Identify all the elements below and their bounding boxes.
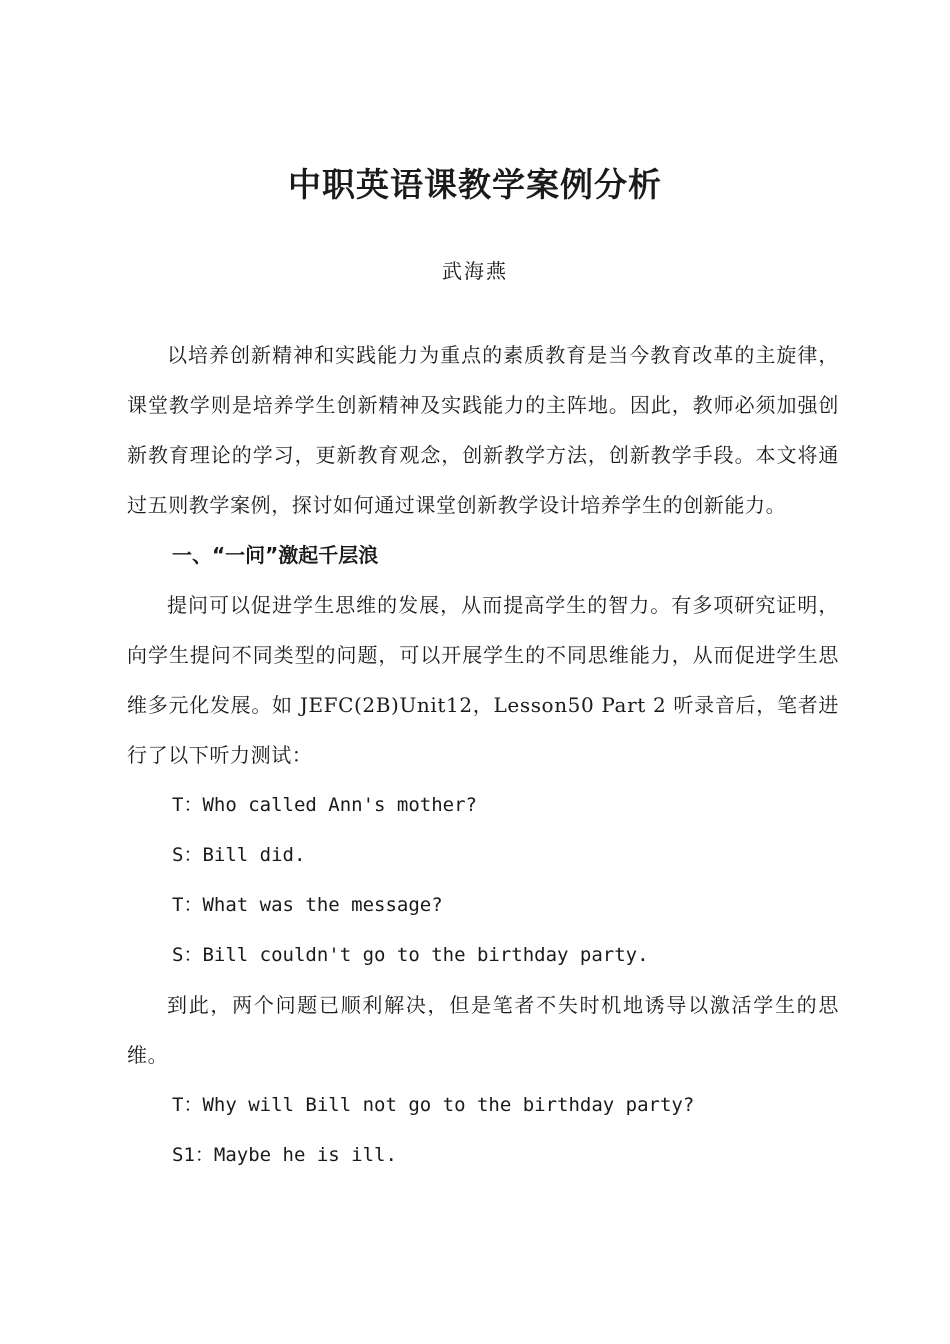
dialog-line: S：Bill couldn't go to the birthday party. — [172, 944, 649, 966]
author-name: 武海燕 — [442, 259, 508, 283]
section-heading: 一、“一问”激起千层浪 — [172, 543, 379, 567]
intro-paragraph: 以培养创新精神和实践能力为重点的素质教育是当今教育改革的主旋律，课堂教学则是培养学生创新精神及实践能力的主阵地。因此，教师必须加强创新教育理论的学习，更新教育观念，创新教学方法，创新教学手段。本文将通过五则教学案例，探讨如何通过课堂创新教学设计培养学生的创新能力。 — [127, 343, 839, 517]
dialog-line: S1：Maybe he is ill. — [172, 1144, 397, 1166]
dialog-line: T：What was the message? — [172, 894, 443, 916]
body-paragraph: 到此，两个问题已顺利解决，但是笔者不失时机地诱导以激活学生的思维。 — [127, 993, 839, 1067]
document-body — [127, 330, 839, 1180]
dialog-line: T：Why will Bill not go to the birthday party? — [172, 1094, 695, 1116]
dialog-line: T：Who called Ann's mother? — [172, 794, 477, 816]
body-paragraph: 提问可以促进学生思维的发展，从而提高学生的智力。有多项研究证明，向学生提问不同类型的问题，可以开展学生的不同思维能力，从而促进学生思维多元化发展。如 JEFC(2B)Unit12，Lesson50 Part 2 听录音后，笔者进行了以下听力测试： — [127, 593, 839, 767]
dialog-line: S：Bill did. — [172, 844, 306, 866]
document-title: 中职英语课教学案例分析 — [288, 165, 662, 204]
